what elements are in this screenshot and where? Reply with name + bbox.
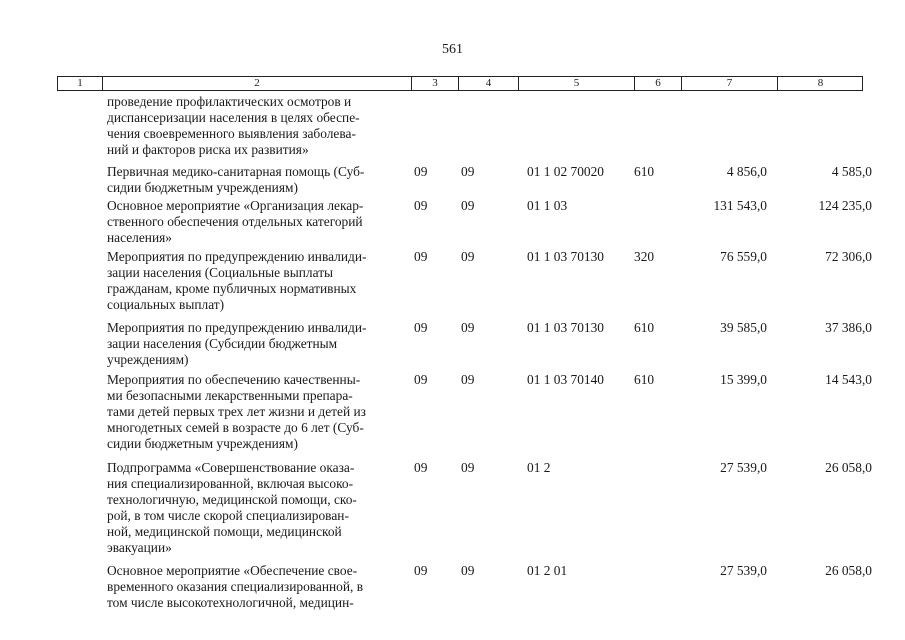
row-name bbox=[107, 198, 402, 246]
row-name-line: Подпрограмма «Совершенствование оказа- bbox=[107, 460, 355, 475]
header-col-4: 4 bbox=[458, 77, 518, 90]
row-sum-2: 37 386,0 bbox=[825, 320, 872, 335]
row-name-line: учреждениям) bbox=[107, 352, 189, 367]
row-subsection: 09 bbox=[461, 372, 475, 387]
row-expense-type: 320 bbox=[634, 249, 655, 264]
row-name-line: временного оказания специализированной, в bbox=[107, 579, 364, 594]
row-section: 09 bbox=[414, 372, 428, 387]
row-target-article: 01 2 bbox=[527, 460, 551, 475]
row-expense-type: 610 bbox=[634, 372, 655, 387]
row-name-line: Мероприятия по обеспечению качественны- bbox=[107, 372, 361, 387]
row-name-line: технологичную, медицинской помощи, ско- bbox=[107, 492, 357, 507]
header-col-1: 1 bbox=[77, 77, 83, 89]
row-name bbox=[107, 94, 402, 158]
row-subsection: 09 bbox=[461, 249, 475, 264]
row-expense-type: 610 bbox=[634, 164, 655, 179]
row-name-line: том числе высокотехнологичной, медицин- bbox=[107, 595, 354, 610]
row-section: 09 bbox=[414, 563, 428, 578]
row-name bbox=[107, 164, 402, 196]
row-section: 09 bbox=[414, 249, 428, 264]
row-target-article: 01 1 03 70130 bbox=[527, 249, 604, 264]
row-section: 09 bbox=[414, 460, 428, 475]
header-col-6: 6 bbox=[634, 77, 681, 90]
row-name-line: рой, в том числе скорой специализирован- bbox=[107, 508, 349, 523]
header-col-2: 2 bbox=[102, 77, 411, 90]
row-name-line: Мероприятия по предупреждению инвалиди- bbox=[107, 249, 367, 264]
row-target-article: 01 1 03 bbox=[527, 198, 568, 213]
row-sum-1: 39 585,0 bbox=[720, 320, 767, 335]
row-section: 09 bbox=[414, 320, 428, 335]
row-section: 09 bbox=[414, 164, 428, 179]
row-name-line: зации населения (Социальные выплаты bbox=[107, 265, 334, 280]
header-col-3: 3 bbox=[411, 77, 458, 90]
row-name-line: гражданам, кроме публичных нормативных bbox=[107, 281, 357, 296]
row-name-line: многодетных семей в возрасте до 6 лет (Суб- bbox=[107, 420, 364, 435]
row-name-line: Первичная медико-санитарная помощь (Суб- bbox=[107, 164, 365, 179]
row-name-line: тами детей первых трех лет жизни и детей из bbox=[107, 404, 366, 419]
table-header bbox=[57, 76, 863, 91]
row-target-article: 01 1 02 70020 bbox=[527, 164, 604, 179]
row-sum-2: 4 585,0 bbox=[831, 164, 872, 179]
row-sum-1: 131 543,0 bbox=[713, 198, 767, 213]
row-sum-2: 72 306,0 bbox=[825, 249, 872, 264]
row-name bbox=[107, 249, 402, 313]
row-target-article: 01 1 03 70130 bbox=[527, 320, 604, 335]
row-name-line: Мероприятия по предупреждению инвалиди- bbox=[107, 320, 367, 335]
row-name-line: Основное мероприятие «Организация лекар- bbox=[107, 198, 364, 213]
row-sum-1: 4 856,0 bbox=[726, 164, 767, 179]
row-name-line: ния специализированной, включая высоко- bbox=[107, 476, 354, 491]
row-subsection: 09 bbox=[461, 460, 475, 475]
row-name-line: Основное мероприятие «Обеспечение свое- bbox=[107, 563, 358, 578]
row-name-line: диспансеризации населения в целях обеспе- bbox=[107, 110, 360, 125]
row-name bbox=[107, 563, 402, 611]
row-name bbox=[107, 372, 402, 452]
page-number: 561 bbox=[442, 42, 463, 57]
row-name-line: зации населения (Субсидии бюджетным bbox=[107, 336, 338, 351]
row-name-line: чения своевременного выявления заболева- bbox=[107, 126, 356, 141]
row-name-line: сидии бюджетным учреждениям) bbox=[107, 180, 298, 195]
row-sum-2: 14 543,0 bbox=[825, 372, 872, 387]
row-section: 09 bbox=[414, 198, 428, 213]
row-name-line: сидии бюджетным учреждениям) bbox=[107, 436, 298, 451]
header-col-7: 7 bbox=[681, 77, 777, 90]
row-name-line: ми безопасными лекарственными препара- bbox=[107, 388, 353, 403]
row-name bbox=[107, 460, 402, 556]
row-sum-1: 27 539,0 bbox=[720, 563, 767, 578]
row-sum-2: 124 235,0 bbox=[818, 198, 872, 213]
row-subsection: 09 bbox=[461, 563, 475, 578]
row-name-line: социальных выплат) bbox=[107, 297, 225, 312]
row-target-article: 01 1 03 70140 bbox=[527, 372, 604, 387]
row-sum-1: 27 539,0 bbox=[720, 460, 767, 475]
header-col-5: 5 bbox=[518, 77, 634, 90]
row-sum-1: 76 559,0 bbox=[720, 249, 767, 264]
row-name-line: ний и факторов риска их развития» bbox=[107, 142, 309, 157]
row-name-line: ственного обеспечения отдельных категорий bbox=[107, 214, 363, 229]
row-name-line: населения» bbox=[107, 230, 172, 245]
row-sum-1: 15 399,0 bbox=[720, 372, 767, 387]
row-name-line: эвакуации» bbox=[107, 540, 172, 555]
row-subsection: 09 bbox=[461, 198, 475, 213]
row-sum-2: 26 058,0 bbox=[825, 460, 872, 475]
row-expense-type: 610 bbox=[634, 320, 655, 335]
row-name bbox=[107, 320, 402, 368]
row-subsection: 09 bbox=[461, 320, 475, 335]
row-target-article: 01 2 01 bbox=[527, 563, 568, 578]
header-col-8: 8 bbox=[777, 77, 863, 90]
row-sum-2: 26 058,0 bbox=[825, 563, 872, 578]
row-name-line: проведение профилактических осмотров и bbox=[107, 94, 352, 109]
row-subsection: 09 bbox=[461, 164, 475, 179]
row-name-line: ной, медицинской помощи, медицинской bbox=[107, 524, 342, 539]
